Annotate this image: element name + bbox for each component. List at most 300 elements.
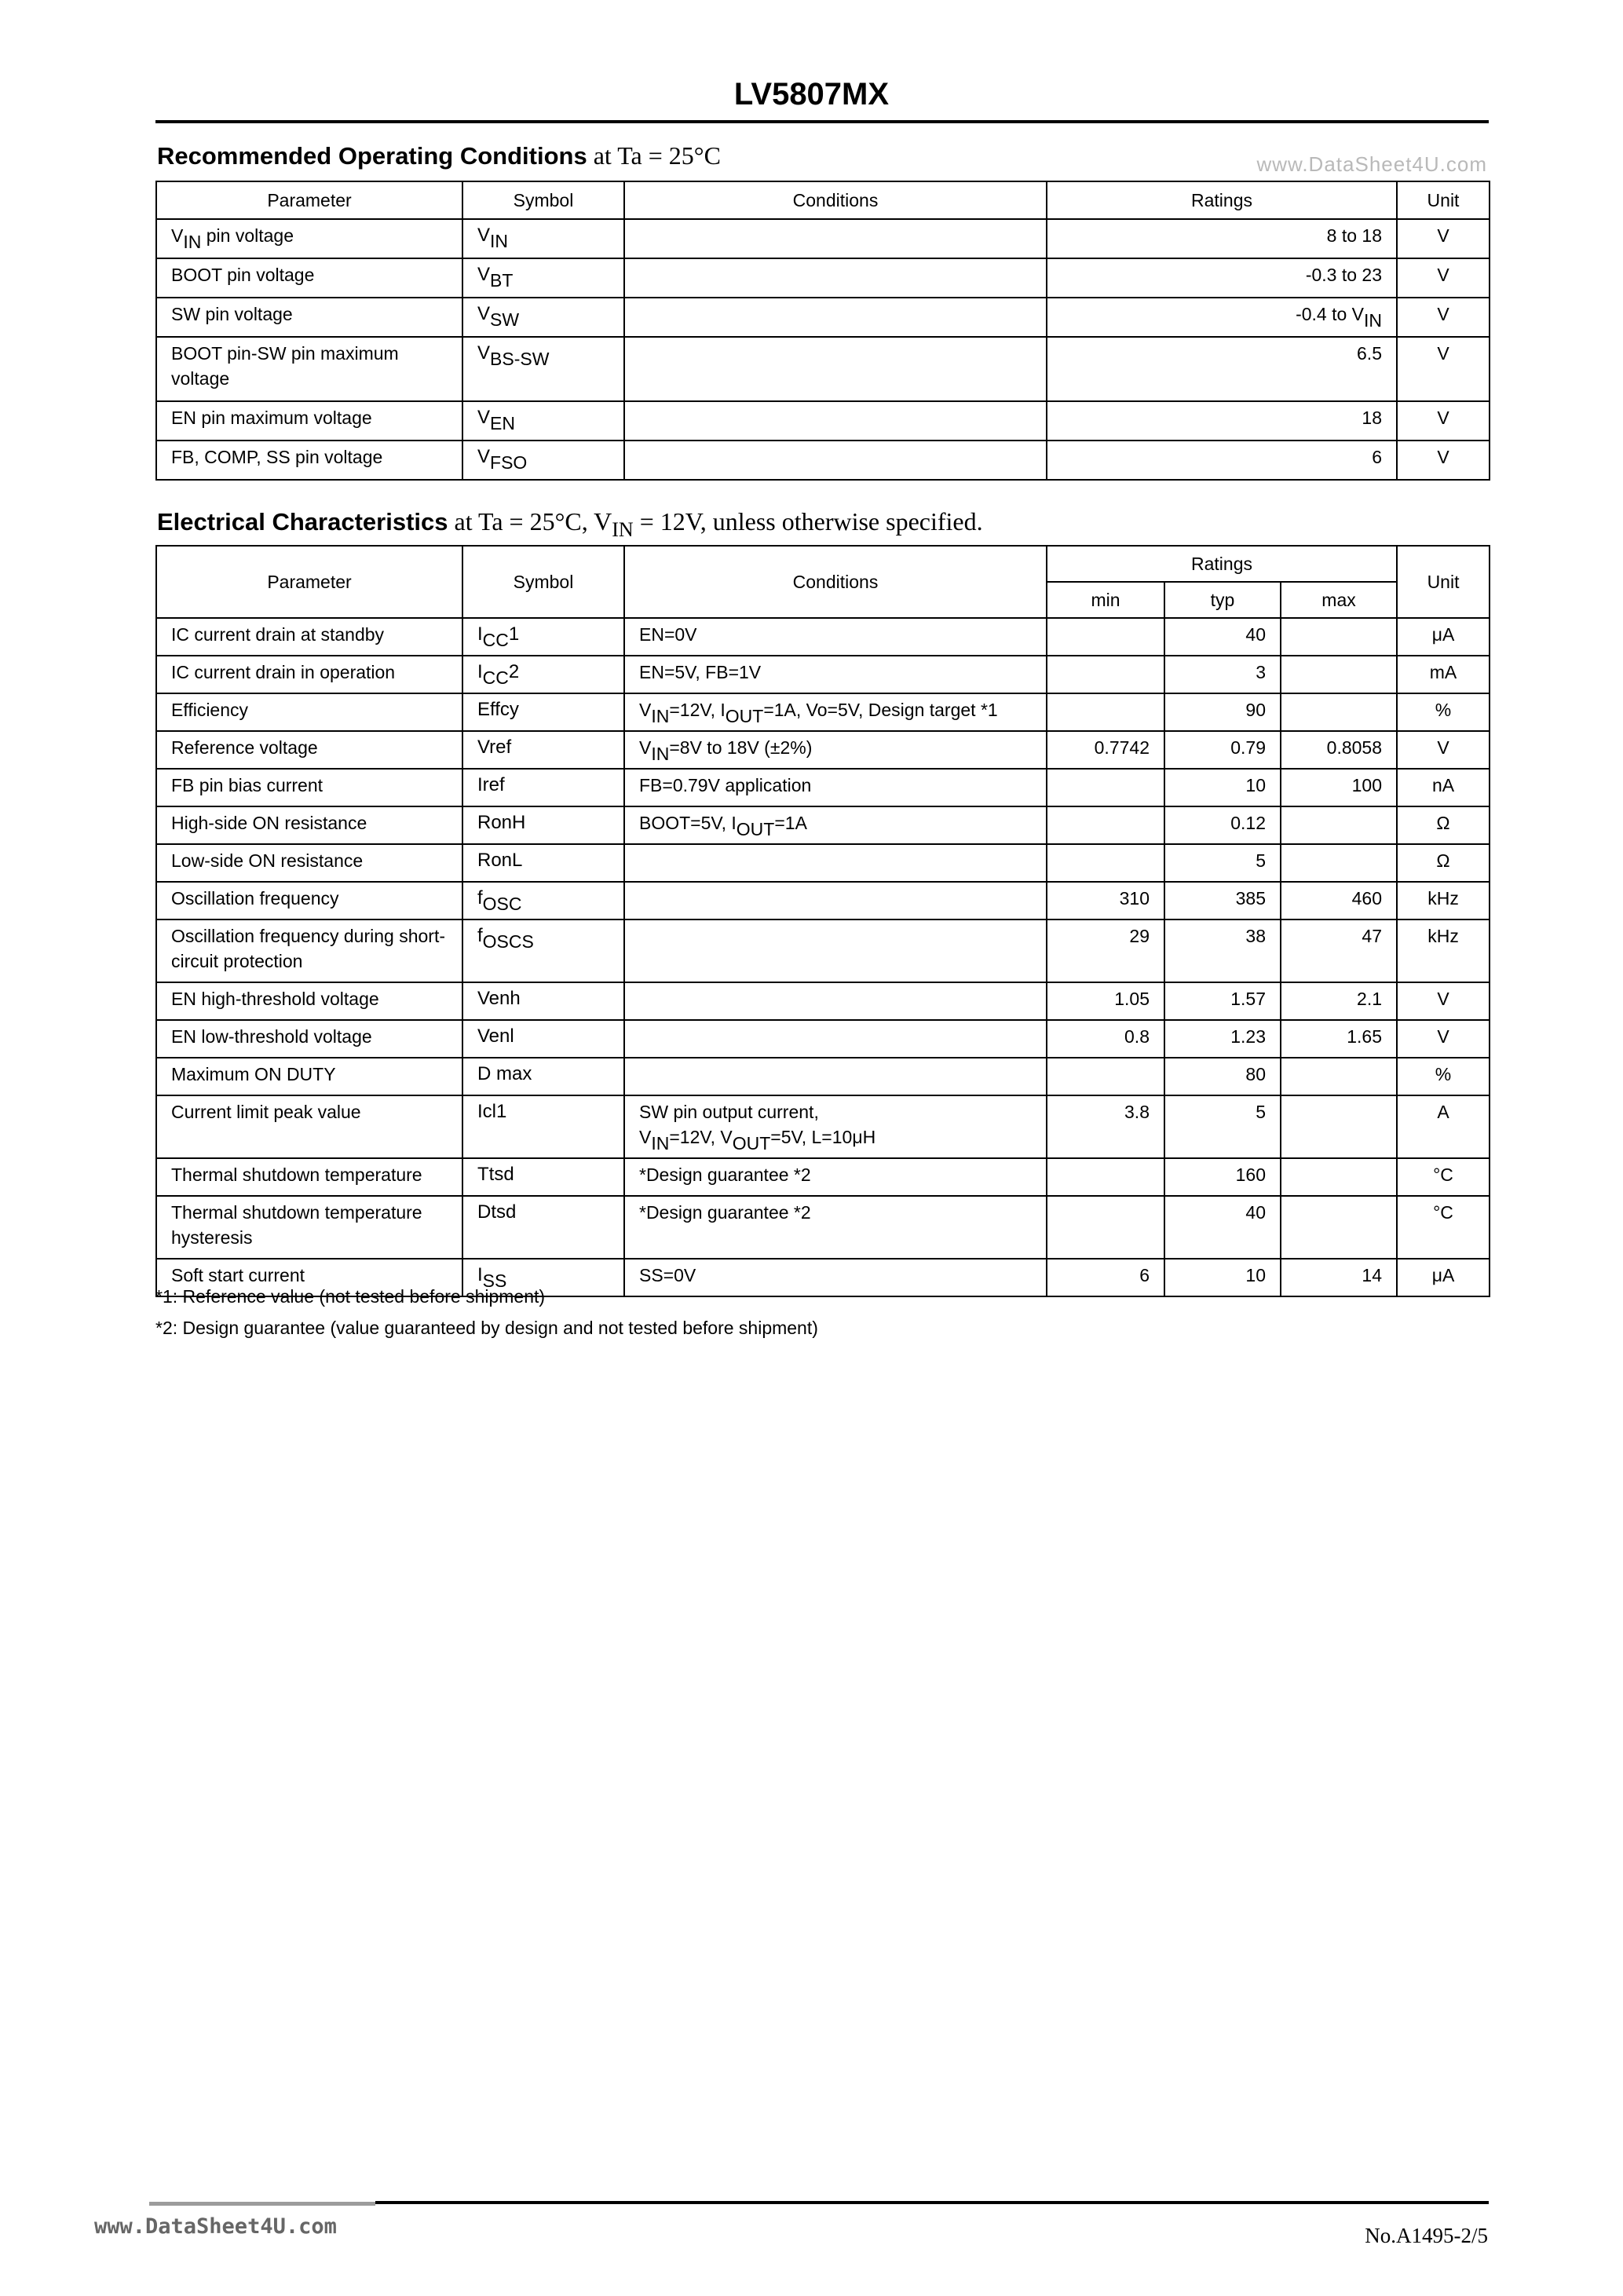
parameter-cell (156, 298, 462, 337)
symbol-cell (462, 1020, 624, 1058)
condition-line (639, 1099, 1032, 1124)
text: BOOT=5V, I (639, 813, 737, 833)
text: FB pin bias current (171, 775, 324, 795)
text: Ω (1436, 850, 1450, 871)
text: V (477, 225, 491, 246)
text: EN low-threshold voltage (171, 1026, 372, 1047)
text: =1A (774, 813, 807, 833)
text: Soft start current (171, 1265, 305, 1285)
subscript: IN (490, 231, 509, 251)
table-header-row (156, 181, 1490, 219)
table-row (156, 258, 1490, 298)
text: V (639, 1127, 652, 1147)
text: 6.5 (1357, 343, 1382, 364)
max-cell (1281, 769, 1397, 806)
max-cell (1281, 618, 1397, 656)
symbol-cell (462, 298, 624, 337)
text: °C (1433, 1202, 1453, 1223)
subscript: IN (651, 744, 670, 764)
recommended-operating-conditions-table (155, 181, 1490, 481)
unit-cell (1397, 1058, 1490, 1095)
conditions-cell (624, 219, 1047, 258)
text: 80 (1245, 1064, 1266, 1084)
parameter-cell (156, 731, 462, 769)
typ-cell (1164, 1158, 1281, 1196)
table-row (156, 769, 1490, 806)
text: Venl (477, 1026, 514, 1047)
text: V (1437, 304, 1449, 324)
conditions-cell (624, 298, 1047, 337)
electrical-characteristics-table (155, 545, 1490, 1297)
condition-line (639, 773, 1032, 798)
ec-heading (157, 506, 983, 541)
text: V (1437, 989, 1449, 1009)
table-header-row (156, 546, 1490, 582)
header-typ: typ (1164, 582, 1281, 618)
text: μA (1431, 1265, 1455, 1285)
text: FB=0.79V application (639, 775, 812, 795)
parameter-cell (156, 806, 462, 844)
text: A (1437, 1102, 1449, 1122)
conditions-cell (624, 618, 1047, 656)
symbol-cell (462, 844, 624, 882)
conditions-cell (624, 1058, 1047, 1095)
text: 2 (508, 661, 520, 682)
text: =12V, I (669, 700, 726, 720)
roc-heading-condition: at Ta = 25°C (587, 141, 721, 170)
typ-cell (1164, 806, 1281, 844)
typ-cell (1164, 1020, 1281, 1058)
symbol-cell (462, 401, 624, 441)
table-row (156, 298, 1490, 337)
text: % (1435, 1064, 1452, 1084)
min-cell (1047, 982, 1164, 1020)
text: Icl1 (477, 1101, 507, 1122)
condition-line (639, 660, 1032, 685)
table-row (156, 806, 1490, 844)
text: 38 (1245, 926, 1266, 946)
parameter-cell (156, 258, 462, 298)
text: Low-side ON resistance (171, 850, 364, 871)
unit-cell (1397, 298, 1490, 337)
max-cell (1281, 844, 1397, 882)
text: *Design guarantee *2 (639, 1202, 811, 1223)
parameter-cell (156, 844, 462, 882)
text: Maximum ON DUTY (171, 1064, 336, 1084)
symbol-cell (462, 769, 624, 806)
text: -0.4 to V (1296, 304, 1364, 324)
text: Oscillation frequency (171, 888, 339, 909)
watermark-top: www.DataSheet4U.com (1256, 152, 1487, 176)
max-cell (1281, 731, 1397, 769)
min-cell (1047, 618, 1164, 656)
condition-line (639, 1162, 1032, 1187)
condition-line (639, 1124, 1032, 1153)
text: 1.65 (1347, 1026, 1383, 1047)
text: V (1437, 225, 1449, 246)
min-cell (1047, 1020, 1164, 1058)
symbol-cell (462, 882, 624, 919)
text: mA (1429, 662, 1457, 682)
text: =12V, V (669, 1127, 733, 1147)
unit-cell (1397, 1196, 1490, 1259)
subscript: BS-SW (490, 349, 550, 369)
table-row (156, 1196, 1490, 1259)
parameter-cell (156, 219, 462, 258)
text: kHz (1427, 926, 1459, 946)
text: V (477, 264, 491, 285)
text: BOOT pin-SW pin maximum voltage (171, 343, 399, 389)
unit-cell (1397, 1095, 1490, 1158)
condition-line (639, 1200, 1032, 1225)
conditions-cell (624, 401, 1047, 441)
text: IC current drain at standby (171, 624, 385, 645)
unit-cell (1397, 844, 1490, 882)
conditions-cell (624, 1196, 1047, 1259)
text: nA (1431, 775, 1455, 795)
header-ratings: Ratings (1047, 546, 1397, 582)
subscript: IN (183, 232, 202, 252)
text: Reference voltage (171, 737, 318, 758)
text: 6 (1139, 1265, 1150, 1285)
conditions-cell (624, 806, 1047, 844)
conditions-cell (624, 1259, 1047, 1296)
typ-cell (1164, 656, 1281, 693)
rating-cell (1047, 401, 1397, 441)
typ-cell (1164, 1095, 1281, 1158)
typ-cell (1164, 982, 1281, 1020)
text: Thermal shutdown temperature hysteresis (171, 1202, 422, 1248)
symbol-cell (462, 919, 624, 982)
typ-cell (1164, 844, 1281, 882)
max-cell (1281, 1095, 1397, 1158)
text: Vref (477, 737, 512, 758)
text: 0.12 (1230, 813, 1266, 833)
table-row (156, 693, 1490, 731)
unit-cell (1397, 693, 1490, 731)
header-unit: Unit (1397, 546, 1490, 618)
text: -0.3 to 23 (1305, 265, 1382, 285)
text: 14 (1362, 1265, 1383, 1285)
header-max: max (1281, 582, 1397, 618)
text: V (1437, 737, 1449, 758)
min-cell (1047, 1158, 1164, 1196)
condition-line (639, 810, 1032, 839)
conditions-cell (624, 882, 1047, 919)
text: 0.8 (1124, 1026, 1150, 1047)
text: 100 (1351, 775, 1383, 795)
text: 29 (1129, 926, 1150, 946)
unit-cell (1397, 656, 1490, 693)
subscript: OSC (482, 894, 522, 914)
typ-cell (1164, 769, 1281, 806)
table-row (156, 882, 1490, 919)
text: SS=0V (639, 1265, 696, 1285)
min-cell (1047, 1196, 1164, 1259)
page-number: No.A1495-2/5 (1365, 2224, 1488, 2247)
typ-cell (1164, 919, 1281, 982)
text: 460 (1351, 888, 1383, 909)
max-cell (1281, 1020, 1397, 1058)
table-row (156, 337, 1490, 401)
text: EN=0V (639, 624, 697, 645)
max-cell (1281, 882, 1397, 919)
min-cell (1047, 1095, 1164, 1158)
text: 40 (1245, 624, 1266, 645)
text: pin voltage (201, 225, 294, 246)
condition-line (639, 697, 1032, 726)
text: *Design guarantee *2 (639, 1164, 811, 1185)
text: Oscillation frequency during short-circuit protection (171, 926, 445, 971)
min-cell (1047, 693, 1164, 731)
max-cell (1281, 1259, 1397, 1296)
table-row (156, 1058, 1490, 1095)
min-cell (1047, 844, 1164, 882)
subscript: CC (482, 667, 509, 688)
symbol-cell (462, 1058, 624, 1095)
subscript: IN (651, 706, 670, 726)
text: FB, COMP, SS pin voltage (171, 447, 383, 467)
unit-cell (1397, 1259, 1490, 1296)
parameter-cell (156, 1058, 462, 1095)
text: 3.8 (1124, 1102, 1150, 1122)
subscript: FSO (490, 452, 528, 473)
unit-cell (1397, 919, 1490, 982)
conditions-cell (624, 919, 1047, 982)
text: Dtsd (477, 1201, 517, 1223)
header-parameter: Parameter (156, 181, 462, 219)
typ-cell (1164, 1259, 1281, 1296)
text: Efficiency (171, 700, 249, 720)
text: Current limit peak value (171, 1102, 361, 1122)
text: I (477, 623, 483, 645)
text: 5 (1256, 850, 1266, 871)
symbol-cell (462, 693, 624, 731)
symbol-cell (462, 219, 624, 258)
parameter-cell (156, 401, 462, 441)
text: IC current drain in operation (171, 662, 396, 682)
text: =1A, Vo=5V, Design target *1 (763, 700, 998, 720)
text: Ω (1436, 813, 1450, 833)
text: EN pin maximum voltage (171, 408, 372, 428)
text: V (639, 737, 652, 758)
header-conditions: Conditions (624, 546, 1047, 618)
subscript: SS (482, 1270, 507, 1291)
conditions-cell (624, 441, 1047, 480)
symbol-cell (462, 806, 624, 844)
text: °C (1433, 1164, 1453, 1185)
text: I (477, 1264, 483, 1285)
min-cell (1047, 769, 1164, 806)
parameter-cell (156, 656, 462, 693)
max-cell (1281, 806, 1397, 844)
table-row (156, 919, 1490, 982)
unit-cell (1397, 731, 1490, 769)
max-cell (1281, 1158, 1397, 1196)
parameter-cell (156, 693, 462, 731)
footnote-1: *1: Reference value (not tested before shipment) (155, 1286, 546, 1307)
text: RonH (477, 812, 526, 833)
conditions-cell (624, 982, 1047, 1020)
symbol-cell (462, 337, 624, 401)
conditions-cell (624, 693, 1047, 731)
subscript: OUT (732, 1133, 771, 1153)
min-cell (1047, 1259, 1164, 1296)
typ-cell (1164, 693, 1281, 731)
text: V (171, 225, 184, 246)
text: =5V, L=10μH (770, 1127, 876, 1147)
conditions-cell (624, 656, 1047, 693)
text: kHz (1427, 888, 1459, 909)
subscript: EN (490, 413, 515, 433)
text: 3 (1256, 662, 1266, 682)
unit-cell (1397, 337, 1490, 401)
rating-cell (1047, 441, 1397, 480)
conditions-cell (624, 1158, 1047, 1196)
text: 1.05 (1114, 989, 1150, 1009)
table-row (156, 656, 1490, 693)
parameter-cell (156, 1020, 462, 1058)
ec-heading-condition-1: at Ta = 25°C, V (448, 507, 612, 536)
subscript: OUT (736, 819, 775, 839)
symbol-cell (462, 731, 624, 769)
parameter-cell (156, 982, 462, 1020)
text: D max (477, 1063, 532, 1084)
text: SW pin output current, (639, 1102, 819, 1122)
text: 8 to 18 (1326, 225, 1382, 246)
min-cell (1047, 806, 1164, 844)
text: Effcy (477, 699, 519, 720)
parameter-cell (156, 1158, 462, 1196)
subscript: IN (651, 1133, 670, 1153)
text: 1 (508, 623, 520, 645)
unit-cell (1397, 441, 1490, 480)
table-row (156, 1158, 1490, 1196)
conditions-cell (624, 337, 1047, 401)
text: I (477, 661, 483, 682)
unit-cell (1397, 618, 1490, 656)
typ-cell (1164, 1196, 1281, 1259)
rating-cell (1047, 337, 1397, 401)
footer-rule-accent (149, 2202, 375, 2206)
min-cell (1047, 882, 1164, 919)
text: V (1437, 1026, 1449, 1047)
unit-cell (1397, 806, 1490, 844)
symbol-cell (462, 1196, 624, 1259)
text: Venh (477, 988, 521, 1009)
header-conditions: Conditions (624, 181, 1047, 219)
parameter-cell (156, 919, 462, 982)
symbol-cell (462, 656, 624, 693)
text: 1.23 (1230, 1026, 1266, 1047)
page-title: LV5807MX (733, 77, 890, 112)
max-cell (1281, 693, 1397, 731)
text: V (1437, 343, 1449, 364)
text: 0.7742 (1094, 737, 1150, 758)
footnote-2: *2: Design guarantee (value guaranteed by design and not tested before shipment) (155, 1318, 818, 1338)
text: Ttsd (477, 1164, 514, 1185)
min-cell (1047, 919, 1164, 982)
min-cell (1047, 656, 1164, 693)
symbol-cell (462, 441, 624, 480)
roc-heading-title: Recommended Operating Conditions (157, 142, 587, 170)
subscript: CC (482, 630, 509, 650)
text: EN high-threshold voltage (171, 989, 379, 1009)
table-row (156, 1095, 1490, 1158)
text: 18 (1362, 408, 1382, 428)
parameter-cell (156, 769, 462, 806)
text: V (477, 342, 491, 364)
unit-cell (1397, 258, 1490, 298)
text: RonL (477, 850, 523, 871)
unit-cell (1397, 1020, 1490, 1058)
text: 47 (1362, 926, 1383, 946)
subscript: IN (1364, 310, 1382, 331)
text: Iref (477, 774, 505, 795)
text: 5 (1256, 1102, 1266, 1122)
table-row (156, 982, 1490, 1020)
max-cell (1281, 919, 1397, 982)
parameter-cell (156, 1095, 462, 1158)
min-cell (1047, 1058, 1164, 1095)
typ-cell (1164, 1058, 1281, 1095)
text: BOOT pin voltage (171, 265, 315, 285)
text: V (1437, 447, 1449, 467)
text: μA (1431, 624, 1455, 645)
header-symbol: Symbol (462, 181, 624, 219)
header-rule (155, 120, 1489, 123)
symbol-cell (462, 1095, 624, 1158)
header-min: min (1047, 582, 1164, 618)
unit-cell (1397, 219, 1490, 258)
symbol-cell (462, 258, 624, 298)
text: High-side ON resistance (171, 813, 367, 833)
unit-cell (1397, 982, 1490, 1020)
max-cell (1281, 656, 1397, 693)
conditions-cell (624, 844, 1047, 882)
rating-cell (1047, 298, 1397, 337)
unit-cell (1397, 401, 1490, 441)
parameter-cell (156, 618, 462, 656)
header-symbol: Symbol (462, 546, 624, 618)
table-row (156, 618, 1490, 656)
unit-cell (1397, 882, 1490, 919)
header-unit: Unit (1397, 181, 1490, 219)
ec-heading-title: Electrical Characteristics (157, 508, 448, 536)
condition-line (639, 622, 1032, 647)
text: 2.1 (1357, 989, 1383, 1009)
max-cell (1281, 1058, 1397, 1095)
text: V (1437, 408, 1449, 428)
text: f (477, 887, 483, 909)
text: 1.57 (1230, 989, 1266, 1009)
conditions-cell (624, 731, 1047, 769)
symbol-cell (462, 982, 624, 1020)
typ-cell (1164, 618, 1281, 656)
text: 385 (1235, 888, 1266, 909)
table-row (156, 844, 1490, 882)
max-cell (1281, 1196, 1397, 1259)
symbol-cell (462, 1158, 624, 1196)
header-parameter: Parameter (156, 546, 462, 618)
text: 6 (1372, 447, 1382, 467)
text: 160 (1235, 1164, 1266, 1185)
text: 40 (1245, 1202, 1266, 1223)
rating-cell (1047, 219, 1397, 258)
header-ratings: Ratings (1047, 181, 1397, 219)
text: 10 (1245, 1265, 1266, 1285)
roc-heading (157, 140, 721, 172)
